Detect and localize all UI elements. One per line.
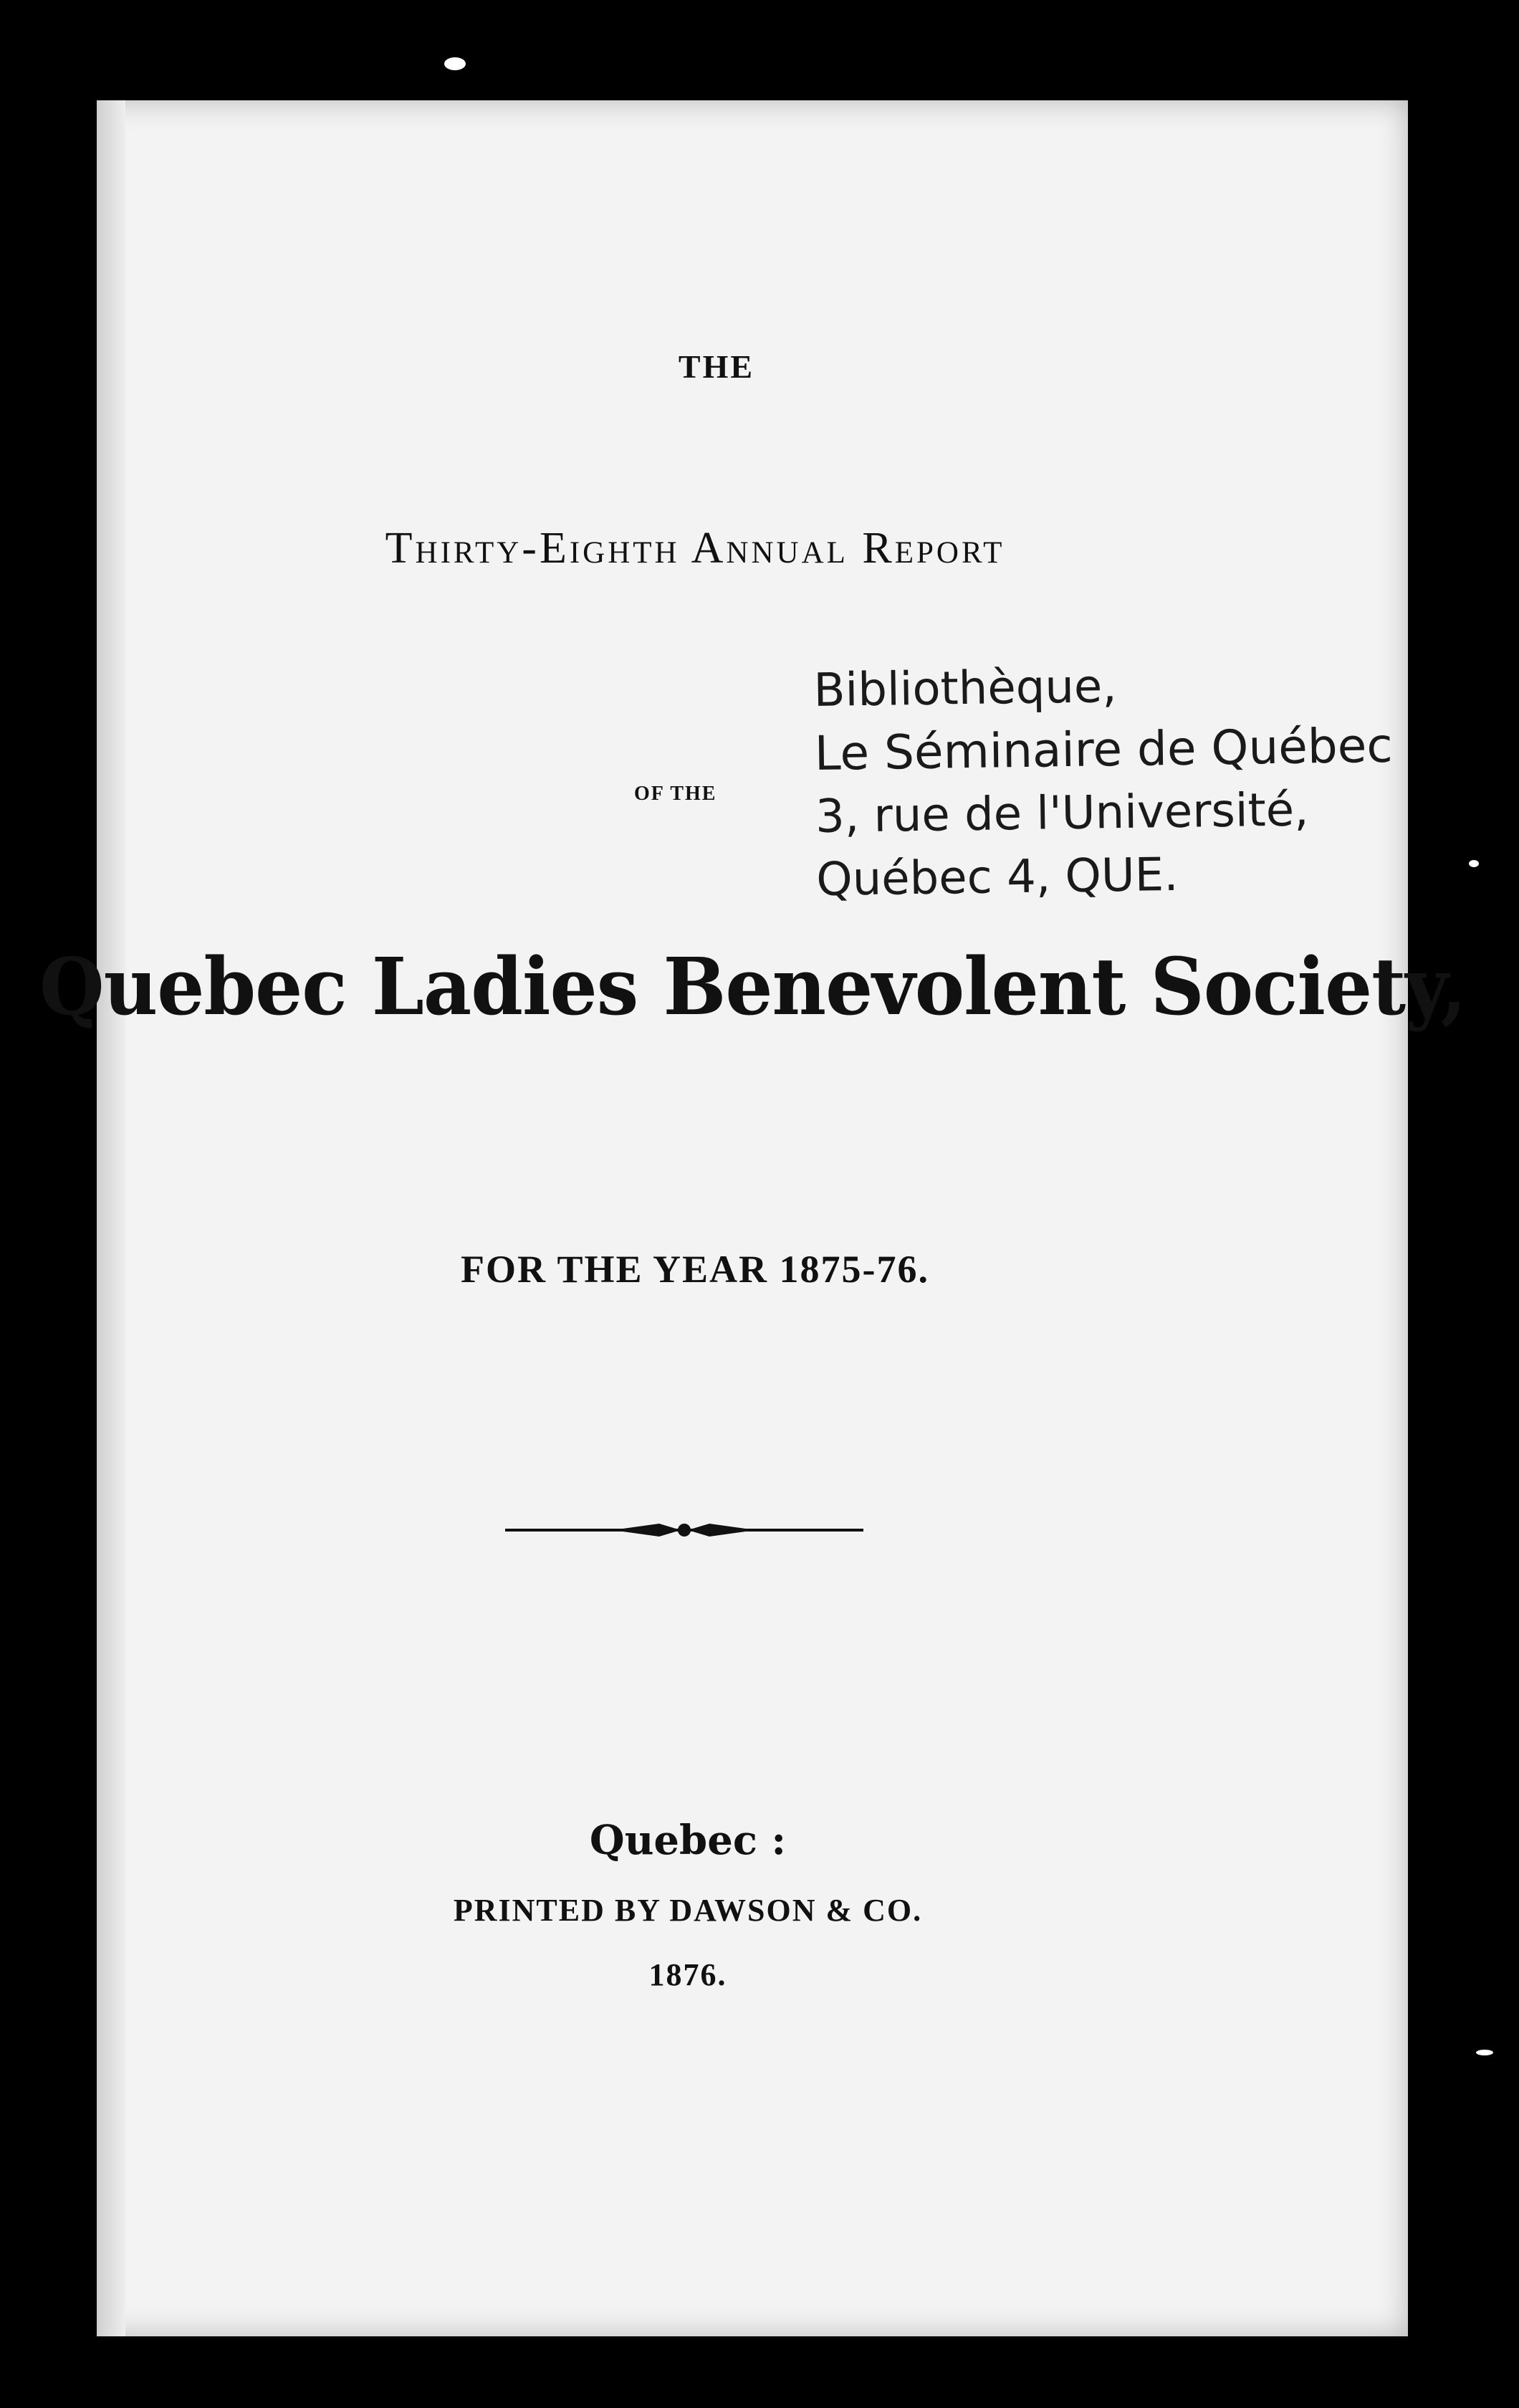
publication-place: Quebec : bbox=[589, 1817, 787, 1864]
stamp-line-library: Bibliothèque, bbox=[813, 660, 1118, 717]
document-page bbox=[39, 100, 1466, 2336]
scan-speck bbox=[1476, 2050, 1493, 2055]
report-year-line: FOR THE YEAR 1875-76. bbox=[460, 1248, 930, 1291]
printer-line: PRINTED BY DAWSON & CO. bbox=[453, 1893, 923, 1928]
the-label: THE bbox=[678, 348, 755, 385]
ornamental-rule-icon bbox=[505, 1516, 863, 1544]
library-stamp bbox=[813, 651, 1412, 912]
of-the-label: OF THE bbox=[634, 783, 717, 805]
page-binding-edge bbox=[97, 100, 125, 2336]
publication-year: 1876. bbox=[648, 1957, 727, 1992]
society-name: Quebec Ladies Benevolent Society, bbox=[39, 940, 1466, 1033]
scan-speck bbox=[1469, 860, 1479, 867]
stamp-line-city: Québec 4, QUE. bbox=[815, 848, 1179, 907]
stamp-line-seminary: Le Séminaire de Québec bbox=[814, 717, 1394, 781]
report-title: Thirty-Eighth Annual Report bbox=[385, 524, 1005, 573]
scan-speck bbox=[444, 57, 466, 70]
stamp-line-street: 3, rue de l'Université, bbox=[815, 783, 1309, 844]
